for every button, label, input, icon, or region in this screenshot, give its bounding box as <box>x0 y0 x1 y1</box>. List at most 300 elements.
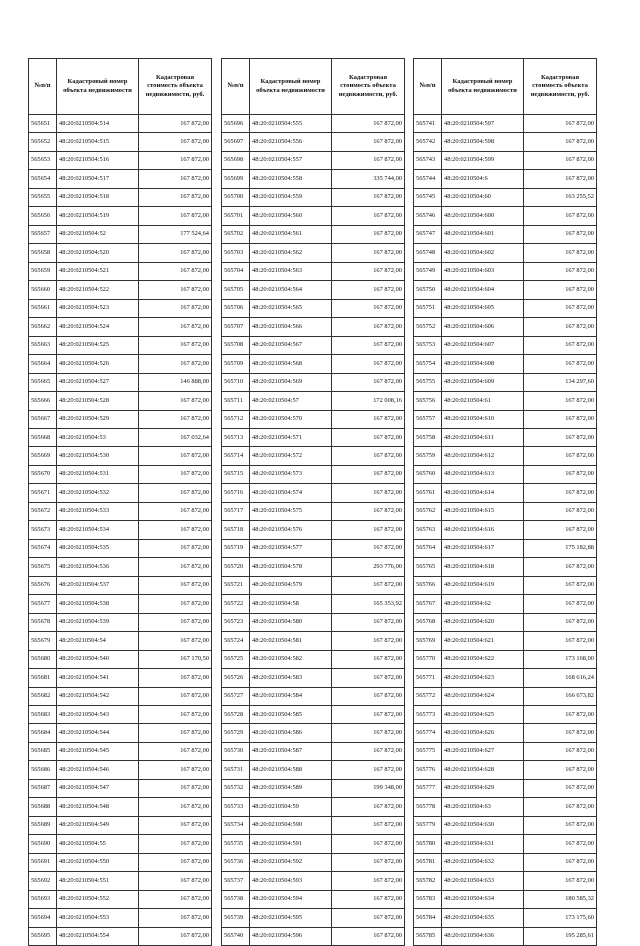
cadastral-number: 48:20:0210504:533 <box>57 502 139 520</box>
cadastral-number: 48:20:0210504:628 <box>442 761 524 779</box>
cadastral-number: 48:20:0210504:630 <box>442 816 524 834</box>
row-number: 565703 <box>222 244 250 262</box>
row-number: 565785 <box>414 927 442 945</box>
cadastral-number: 48:20:0210504:577 <box>250 539 332 557</box>
row-number: 565732 <box>222 779 250 797</box>
row-number: 565772 <box>414 687 442 705</box>
cadastral-number: 48:20:0210504:532 <box>57 484 139 502</box>
row-number: 565711 <box>222 392 250 410</box>
table-row <box>222 761 405 779</box>
table-row <box>222 521 405 539</box>
cadastral-number: 48:20:0210504:540 <box>57 650 139 668</box>
row-number: 565729 <box>222 724 250 742</box>
cadastral-value: 167 872,00 <box>139 281 212 299</box>
cadastral-value: 167 872,00 <box>332 447 405 465</box>
cadastral-number: 48:20:0210504:602 <box>442 244 524 262</box>
row-number: 565699 <box>222 170 250 188</box>
row-number: 565771 <box>414 669 442 687</box>
table-row <box>29 151 212 169</box>
row-number: 565758 <box>414 428 442 446</box>
cadastral-number: 48:20:0210504:581 <box>250 632 332 650</box>
cadastral-number: 48:20:0210504:576 <box>250 521 332 539</box>
cadastral-number: 48:20:0210504:594 <box>250 890 332 908</box>
row-number: 565706 <box>222 299 250 317</box>
table-row <box>414 115 597 133</box>
row-number: 565704 <box>222 262 250 280</box>
cadastral-value: 167 872,00 <box>332 151 405 169</box>
cadastral-number: 48:20:0210504:606 <box>442 318 524 336</box>
cadastral-number: 48:20:0210504:525 <box>57 336 139 354</box>
row-number: 565723 <box>222 613 250 631</box>
cadastral-value: 167 872,00 <box>524 465 597 483</box>
cadastral-value: 180 585,32 <box>524 890 597 908</box>
cadastral-number: 48:20:0210504:585 <box>250 706 332 724</box>
cadastral-number: 48:20:0210504:608 <box>442 355 524 373</box>
cadastral-value: 167 872,00 <box>332 133 405 151</box>
cadastral-number: 48:20:0210504:57 <box>250 392 332 410</box>
row-number: 565759 <box>414 447 442 465</box>
table-row <box>222 465 405 483</box>
cadastral-value: 167 872,00 <box>139 835 212 853</box>
cadastral-value: 167 872,00 <box>332 650 405 668</box>
cadastral-value: 167 872,00 <box>139 392 212 410</box>
table-row <box>414 392 597 410</box>
table-row <box>29 761 212 779</box>
cadastral-value: 167 872,00 <box>332 299 405 317</box>
cadastral-value: 167 872,00 <box>332 539 405 557</box>
table-row <box>29 539 212 557</box>
cadastral-value: 167 872,00 <box>139 853 212 871</box>
row-number: 565665 <box>29 373 57 391</box>
table-row <box>29 576 212 594</box>
cadastral-value: 167 872,00 <box>332 484 405 502</box>
table-row <box>29 447 212 465</box>
cadastral-value: 167 872,00 <box>524 761 597 779</box>
table-row <box>222 318 405 336</box>
table-row <box>222 798 405 816</box>
cadastral-number: 48:20:0210504:53 <box>57 428 139 446</box>
table-row <box>29 281 212 299</box>
row-number: 565679 <box>29 632 57 650</box>
cadastral-number: 48:20:0210504:580 <box>250 613 332 631</box>
cadastral-value: 167 872,00 <box>524 724 597 742</box>
cadastral-value: 167 872,00 <box>332 428 405 446</box>
cadastral-value: 167 872,00 <box>524 281 597 299</box>
table-row <box>29 170 212 188</box>
cadastral-value: 167 872,00 <box>139 798 212 816</box>
cadastral-value: 173 175,60 <box>524 909 597 927</box>
cadastral-number: 48:20:0210504:626 <box>442 724 524 742</box>
row-number: 565763 <box>414 521 442 539</box>
row-number: 565722 <box>222 595 250 613</box>
cadastral-value: 167 872,00 <box>139 521 212 539</box>
cadastral-number: 48:20:0210504:572 <box>250 447 332 465</box>
cadastral-number: 48:20:0210504:517 <box>57 170 139 188</box>
row-number: 565654 <box>29 170 57 188</box>
cadastral-value: 167 872,00 <box>524 225 597 243</box>
table-row <box>222 151 405 169</box>
cadastral-value: 167 872,00 <box>139 724 212 742</box>
cadastral-value: 167 872,00 <box>524 262 597 280</box>
table-row <box>414 724 597 742</box>
cadastral-value: 167 872,00 <box>524 207 597 225</box>
table-row <box>414 502 597 520</box>
table-row <box>29 890 212 908</box>
cadastral-value: 167 872,00 <box>332 262 405 280</box>
cadastral-number: 48:20:0210504:617 <box>442 539 524 557</box>
cadastral-value: 195 285,61 <box>524 927 597 945</box>
table-row <box>414 428 597 446</box>
cadastral-number: 48:20:0210504:526 <box>57 355 139 373</box>
row-number: 565684 <box>29 724 57 742</box>
row-number: 565727 <box>222 687 250 705</box>
cadastral-value: 167 872,00 <box>524 336 597 354</box>
cadastral-number: 48:20:0210504:574 <box>250 484 332 502</box>
table-row <box>222 207 405 225</box>
table-row <box>414 447 597 465</box>
cadastral-value: 167 872,00 <box>139 262 212 280</box>
row-number: 565694 <box>29 909 57 927</box>
cadastral-number: 48:20:0210504:629 <box>442 779 524 797</box>
cadastral-value: 167 872,00 <box>139 484 212 502</box>
cadastral-value: 199 348,00 <box>332 779 405 797</box>
cadastral-number: 48:20:0210504:529 <box>57 410 139 428</box>
cadastral-number: 48:20:0210504:545 <box>57 742 139 760</box>
table-row <box>414 650 597 668</box>
cadastral-number: 48:20:0210504:568 <box>250 355 332 373</box>
table-row <box>222 816 405 834</box>
table-row <box>414 373 597 391</box>
table-row <box>414 687 597 705</box>
cadastral-number: 48:20:0210504:59 <box>250 798 332 816</box>
cadastral-value: 167 872,00 <box>332 115 405 133</box>
cadastral-number: 48:20:0210504:609 <box>442 373 524 391</box>
cadastral-value: 167 872,00 <box>139 816 212 834</box>
cadastral-value: 167 872,00 <box>332 669 405 687</box>
cadastral-number: 48:20:0210504:563 <box>250 262 332 280</box>
cadastral-number: 48:20:0210504:550 <box>57 853 139 871</box>
cadastral-number: 48:20:0210504:573 <box>250 465 332 483</box>
row-number: 565685 <box>29 742 57 760</box>
row-number: 565735 <box>222 835 250 853</box>
cadastral-value: 167 872,00 <box>139 115 212 133</box>
cadastral-number: 48:20:0210504:610 <box>442 410 524 428</box>
cadastral-number: 48:20:0210504:579 <box>250 576 332 594</box>
cadastral-number: 48:20:0210504:531 <box>57 465 139 483</box>
row-number: 565775 <box>414 742 442 760</box>
table-row <box>414 816 597 834</box>
cadastral-value: 167 872,00 <box>524 133 597 151</box>
table-row <box>29 816 212 834</box>
table-row <box>29 502 212 520</box>
row-number: 565741 <box>414 115 442 133</box>
cadastral-value: 167 872,00 <box>139 687 212 705</box>
row-number: 565762 <box>414 502 442 520</box>
cadastral-value: 167 872,00 <box>139 502 212 520</box>
cadastral-number: 48:20:0210504:584 <box>250 687 332 705</box>
cadastral-value: 167 872,00 <box>524 410 597 428</box>
row-number: 565779 <box>414 816 442 834</box>
table-row <box>414 909 597 927</box>
cadastral-value: 167 872,00 <box>332 465 405 483</box>
table-row <box>222 373 405 391</box>
table-row <box>414 872 597 890</box>
cadastral-number: 48:20:0210504:556 <box>250 133 332 151</box>
table-row <box>29 724 212 742</box>
table-row <box>414 262 597 280</box>
cadastral-value: 146 888,00 <box>139 373 212 391</box>
cadastral-number: 48:20:0210504:58 <box>250 595 332 613</box>
cadastral-value: 167 872,00 <box>139 706 212 724</box>
cadastral-value: 167 872,00 <box>332 318 405 336</box>
row-number: 565765 <box>414 558 442 576</box>
row-number: 565686 <box>29 761 57 779</box>
cadastral-value: 167 872,00 <box>332 853 405 871</box>
table-row <box>29 244 212 262</box>
cadastral-number: 48:20:0210504:614 <box>442 484 524 502</box>
row-number: 565754 <box>414 355 442 373</box>
cadastral-number: 48:20:0210504:543 <box>57 706 139 724</box>
cadastral-number: 48:20:0210504:589 <box>250 779 332 797</box>
table-row <box>414 742 597 760</box>
cadastral-value: 167 872,00 <box>139 244 212 262</box>
row-number: 565657 <box>29 225 57 243</box>
row-number: 565662 <box>29 318 57 336</box>
table-row <box>222 262 405 280</box>
row-number: 565682 <box>29 687 57 705</box>
cadastral-number: 48:20:0210504:536 <box>57 558 139 576</box>
table-row <box>29 798 212 816</box>
table-row <box>29 188 212 206</box>
cadastral-value: 167 872,00 <box>332 207 405 225</box>
cadastral-number: 48:20:0210504:567 <box>250 336 332 354</box>
cadastral-number: 48:20:0210504:600 <box>442 207 524 225</box>
table-row <box>222 355 405 373</box>
row-number: 565780 <box>414 835 442 853</box>
table-row <box>29 299 212 317</box>
cadastral-number: 48:20:0210504:618 <box>442 558 524 576</box>
table-row <box>222 853 405 871</box>
row-number: 565659 <box>29 262 57 280</box>
cadastral-value: 167 872,00 <box>139 539 212 557</box>
cadastral-number: 48:20:0210504:624 <box>442 687 524 705</box>
cadastral-value: 167 872,00 <box>332 909 405 927</box>
table-row <box>29 410 212 428</box>
table-row <box>29 207 212 225</box>
cadastral-number: 48:20:0210504:615 <box>442 502 524 520</box>
row-number: 565658 <box>29 244 57 262</box>
table-row <box>29 835 212 853</box>
row-number: 565774 <box>414 724 442 742</box>
cadastral-number: 48:20:0210504:555 <box>250 115 332 133</box>
table-row <box>222 669 405 687</box>
cadastral-number: 48:20:0210504:625 <box>442 706 524 724</box>
row-number: 565656 <box>29 207 57 225</box>
table-row <box>29 373 212 391</box>
row-number: 565781 <box>414 853 442 871</box>
cadastral-value: 167 872,00 <box>524 484 597 502</box>
row-number: 565749 <box>414 262 442 280</box>
cadastral-value: 167 872,00 <box>524 299 597 317</box>
cadastral-value: 167 872,00 <box>332 742 405 760</box>
cadastral-value: 177 524,64 <box>139 225 212 243</box>
cadastral-number: 48:20:0210504:522 <box>57 281 139 299</box>
cadastral-number: 48:20:0210504:620 <box>442 613 524 631</box>
row-number: 565663 <box>29 336 57 354</box>
cadastral-value: 167 872,00 <box>524 428 597 446</box>
row-number: 565716 <box>222 484 250 502</box>
row-number: 565757 <box>414 410 442 428</box>
cadastral-value: 167 872,00 <box>139 207 212 225</box>
table-row <box>222 281 405 299</box>
row-number: 565784 <box>414 909 442 927</box>
table-row <box>29 558 212 576</box>
cadastral-value: 167 872,00 <box>139 170 212 188</box>
cadastral-number: 48:20:0210504:554 <box>57 927 139 945</box>
row-number: 565683 <box>29 706 57 724</box>
cadastral-number: 48:20:0210504:627 <box>442 742 524 760</box>
row-number: 565677 <box>29 595 57 613</box>
row-number: 565708 <box>222 336 250 354</box>
table-row <box>222 706 405 724</box>
row-number: 565776 <box>414 761 442 779</box>
row-number: 565715 <box>222 465 250 483</box>
cadastral-number: 48:20:0210504:544 <box>57 724 139 742</box>
cadastral-value: 167 872,00 <box>139 761 212 779</box>
table-row <box>414 465 597 483</box>
cadastral-value: 167 872,00 <box>332 336 405 354</box>
row-number: 565738 <box>222 890 250 908</box>
table-row <box>414 576 597 594</box>
table-row <box>414 355 597 373</box>
row-number: 565689 <box>29 816 57 834</box>
cadastral-number: 48:20:0210504:635 <box>442 909 524 927</box>
cadastral-value: 167 032,64 <box>139 428 212 446</box>
cadastral-value: 167 872,00 <box>524 872 597 890</box>
cadastral-number: 48:20:0210504:55 <box>57 835 139 853</box>
cadastral-number: 48:20:0210504:590 <box>250 816 332 834</box>
row-number: 565783 <box>414 890 442 908</box>
cadastral-value: 167 872,00 <box>332 355 405 373</box>
table-row <box>222 410 405 428</box>
row-number: 565733 <box>222 798 250 816</box>
cadastral-value: 167 872,00 <box>332 188 405 206</box>
table-row <box>29 632 212 650</box>
table-row <box>29 355 212 373</box>
cadastral-number: 48:20:0210504:583 <box>250 669 332 687</box>
table-row <box>222 890 405 908</box>
cadastral-value: 167 872,00 <box>139 595 212 613</box>
row-number: 565710 <box>222 373 250 391</box>
table-row <box>222 115 405 133</box>
table-row <box>29 872 212 890</box>
cadastral-number: 48:20:0210504:562 <box>250 244 332 262</box>
cadastral-value: 167 872,00 <box>524 170 597 188</box>
cadastral-number: 48:20:0210504:530 <box>57 447 139 465</box>
cadastral-value: 335 744,00 <box>332 170 405 188</box>
cadastral-number: 48:20:0210504:528 <box>57 392 139 410</box>
cadastral-value: 293 776,00 <box>332 558 405 576</box>
header-cadastral-value: Кадастровая стоимость объекта недвижимости, руб. <box>332 59 405 115</box>
cadastral-number: 48:20:0210504:521 <box>57 262 139 280</box>
row-number: 565728 <box>222 706 250 724</box>
table-row <box>29 336 212 354</box>
cadastral-number: 48:20:0210504:527 <box>57 373 139 391</box>
cadastral-number: 48:20:0210504:636 <box>442 927 524 945</box>
row-number: 565714 <box>222 447 250 465</box>
row-number: 565745 <box>414 188 442 206</box>
cadastral-value: 167 872,00 <box>524 742 597 760</box>
cadastral-number: 48:20:0210504:537 <box>57 576 139 594</box>
table-row <box>29 706 212 724</box>
cadastral-number: 48:20:0210504:542 <box>57 687 139 705</box>
header-number: №п/п <box>29 59 57 115</box>
header-number: №п/п <box>222 59 250 115</box>
table-row <box>222 502 405 520</box>
row-number: 565734 <box>222 816 250 834</box>
cadastral-value: 167 872,00 <box>139 927 212 945</box>
cadastral-value: 167 872,00 <box>332 410 405 428</box>
row-number: 565673 <box>29 521 57 539</box>
row-number: 565696 <box>222 115 250 133</box>
row-number: 565755 <box>414 373 442 391</box>
cadastral-value: 167 872,00 <box>139 890 212 908</box>
row-number: 565768 <box>414 613 442 631</box>
table-row <box>29 742 212 760</box>
cadastral-number: 48:20:0210504:547 <box>57 779 139 797</box>
cadastral-number: 48:20:0210504:63 <box>442 798 524 816</box>
cadastral-number: 48:20:0210504:534 <box>57 521 139 539</box>
table-row <box>414 521 597 539</box>
cadastral-value: 167 872,00 <box>524 632 597 650</box>
row-number: 565712 <box>222 410 250 428</box>
row-number: 565778 <box>414 798 442 816</box>
cadastral-value: 167 872,00 <box>139 299 212 317</box>
row-number: 565680 <box>29 650 57 668</box>
row-number: 565750 <box>414 281 442 299</box>
row-number: 565671 <box>29 484 57 502</box>
row-number: 565701 <box>222 207 250 225</box>
cadastral-value: 167 872,00 <box>524 706 597 724</box>
table-row <box>222 170 405 188</box>
table-row <box>222 484 405 502</box>
cadastral-number: 48:20:0210504:560 <box>250 207 332 225</box>
cadastral-value: 175 182,88 <box>524 539 597 557</box>
table-row <box>414 410 597 428</box>
cadastral-value: 163 255,52 <box>524 188 597 206</box>
cadastral-value: 167 872,00 <box>332 281 405 299</box>
row-number: 565666 <box>29 392 57 410</box>
cadastral-value: 167 872,00 <box>332 927 405 945</box>
row-number: 565688 <box>29 798 57 816</box>
cadastral-number: 48:20:0210504:570 <box>250 410 332 428</box>
row-number: 565731 <box>222 761 250 779</box>
cadastral-value: 167 872,00 <box>332 687 405 705</box>
cadastral-number: 48:20:0210504:6 <box>442 170 524 188</box>
cadastral-number: 48:20:0210504:539 <box>57 613 139 631</box>
cadastral-value: 167 872,00 <box>139 613 212 631</box>
cadastral-number: 48:20:0210504:575 <box>250 502 332 520</box>
row-number: 565770 <box>414 650 442 668</box>
cadastral-value: 167 872,00 <box>332 225 405 243</box>
cadastral-number: 48:20:0210504:593 <box>250 872 332 890</box>
cadastral-value: 173 168,00 <box>524 650 597 668</box>
table-row <box>222 576 405 594</box>
cadastral-number: 48:20:0210504:538 <box>57 595 139 613</box>
cadastral-value: 167 872,00 <box>332 890 405 908</box>
cadastral-value: 166 673,82 <box>524 687 597 705</box>
row-number: 565687 <box>29 779 57 797</box>
